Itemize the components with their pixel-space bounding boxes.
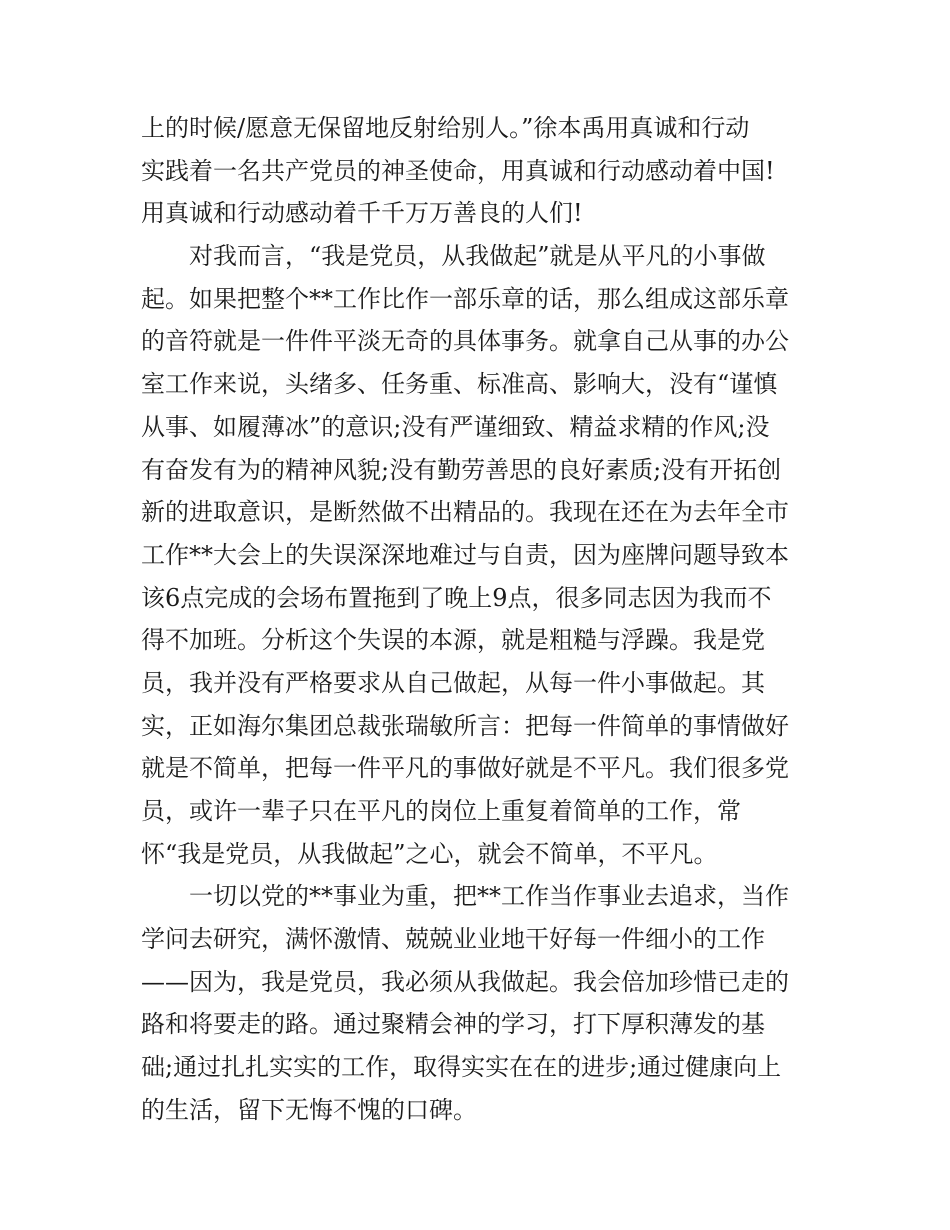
text-line: 就是不简单，把每一件平凡的事做好就是不平凡。我们很多党 bbox=[141, 754, 789, 783]
paragraph-start-line: 一切以党的**事业为重，把**工作当作事业去追求，当作 bbox=[141, 882, 789, 911]
text-line: 员，或许一辈子只在平凡的岗位上重复着简单的工作，常 bbox=[141, 797, 741, 825]
text-line: 的生活，留下无悔不愧的口碑。 bbox=[141, 1095, 477, 1124]
paragraph-start-line: 对我而言，“我是党员，从我做起”就是从平凡的小事做 bbox=[141, 242, 766, 271]
text-line: 员，我并没有严格要求从自己做起，从每一件小事做起。其 bbox=[141, 668, 765, 697]
text-line: 从事、如履薄冰”的意识;没有严谨细致、精益求精的作风;没 bbox=[141, 412, 770, 441]
text-line: 实践着一名共产党员的神圣使命，用真诚和行动感动着中国! bbox=[141, 156, 775, 185]
text-line: 怀“我是党员，从我做起”之心，就会不简单，不平凡。 bbox=[141, 839, 718, 868]
text-line: 得不加班。分析这个失误的本源，就是粗糙与浮躁。我是党 bbox=[141, 626, 765, 655]
text-line: ——因为，我是党员，我必须从我做起。我会倍加珍惜已走的 bbox=[141, 967, 789, 996]
text-line: 起。如果把整个**工作比作一部乐章的话，那么组成这部乐章 bbox=[141, 284, 789, 313]
text-line: 该6点完成的会场布置拖到了晚上9点，很多同志因为我而不 bbox=[141, 583, 772, 612]
text-line: 实，正如海尔集团总裁张瑞敏所言：把每一件简单的事情做好 bbox=[141, 711, 789, 740]
text-line: 室工作来说，头绪多、任务重、标准高、影响大，没有“谨慎 bbox=[141, 370, 778, 399]
text-line: 础;通过扎扎实实的工作，取得实实在在的进步;通过健康向上 bbox=[141, 1053, 782, 1082]
text-line: 学问去研究，满怀激情、兢兢业业地干好每一件细小的工作 bbox=[141, 925, 765, 954]
text-line: 路和将要走的路。通过聚精会神的学习，打下厚积薄发的基 bbox=[141, 1010, 765, 1039]
body-text bbox=[141, 107, 821, 1132]
text-line: 的音符就是一件件平淡无奇的具体事务。就拿自己从事的办公 bbox=[141, 327, 789, 356]
text-line: 有奋发有为的精神风貌;没有勤劳善思的良好素质;没有开拓创 bbox=[141, 455, 782, 484]
text-line: 用真诚和行动感动着千千万万善良的人们! bbox=[141, 199, 583, 228]
text-line: 新的进取意识，是断然做不出精品的。我现在还在为去年全市 bbox=[141, 498, 789, 527]
text-line: 上的时候/愿意无保留地反射给别人。”徐本禹用真诚和行动 bbox=[141, 114, 750, 142]
text-line: 工作**大会上的失误深深地难过与自责，因为座牌问题导致本 bbox=[141, 540, 789, 569]
